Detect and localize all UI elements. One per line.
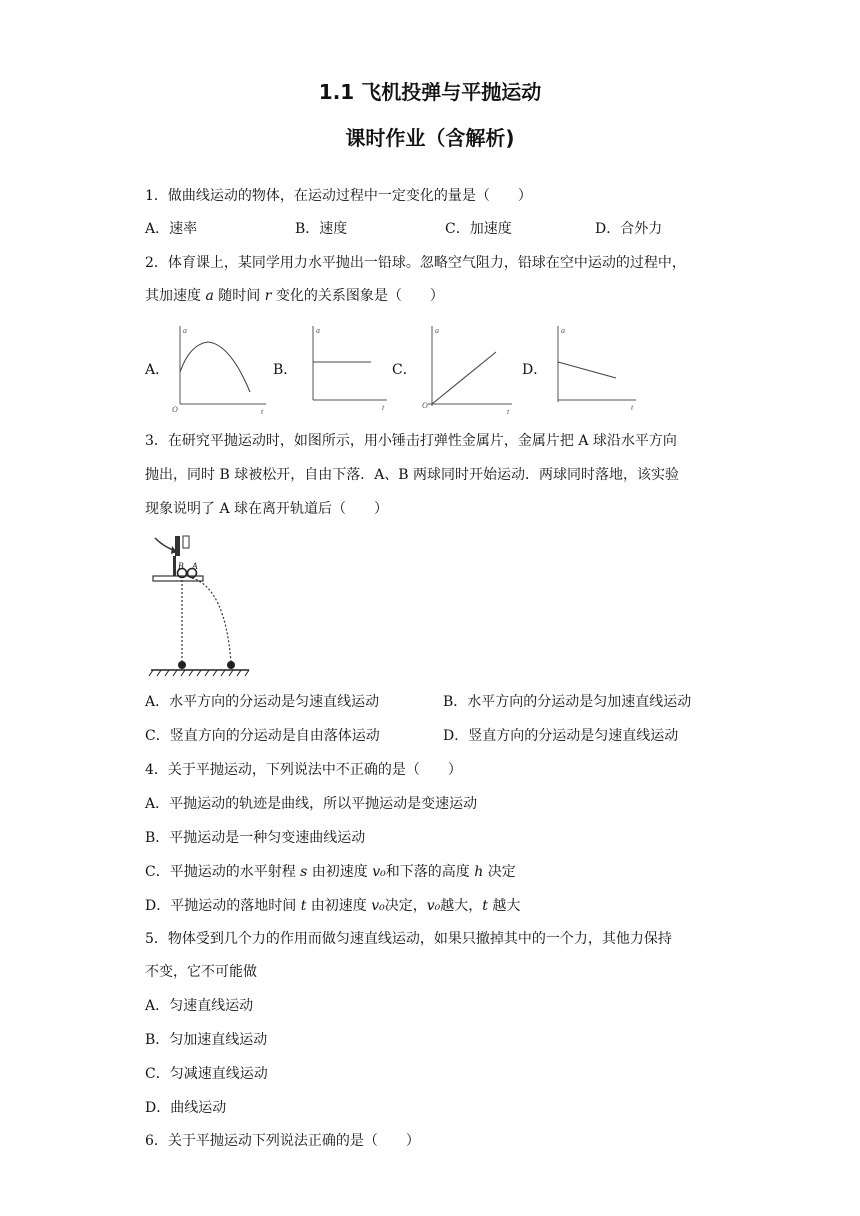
q2-graph-a <box>168 322 272 416</box>
y-axis-label: a <box>435 326 439 335</box>
q5-stem-line2: 不变，它不可能做 <box>145 964 257 980</box>
origin-label: O <box>172 405 178 414</box>
document-title: 1.1 飞机投弹与平抛运动 <box>318 80 542 104</box>
q4-option-d: D．平抛运动的落地时间 t 由初速度 v₀决定，v₀越大，t 越大 <box>145 898 521 914</box>
graph-a-curve <box>180 342 250 392</box>
q1-stem: 1．做曲线运动的物体，在运动过程中一定变化的量是（ ） <box>145 188 532 204</box>
q4-stem: 4．关于平抛运动，下列说法中不正确的是（ ） <box>145 762 462 778</box>
q3-option-a: A．水平方向的分运动是匀速直线运动 <box>145 694 380 710</box>
x-axis-label: t <box>507 407 510 416</box>
x-axis-label: t <box>631 403 634 412</box>
q2-graph-label-a: A． <box>145 362 170 378</box>
x-axis-label: t <box>382 403 385 412</box>
q4-option-c: C．平抛运动的水平射程 s 由初速度 v₀和下落的高度 h 决定 <box>145 864 516 880</box>
q2-graph-d <box>548 322 642 416</box>
graph-d-line <box>558 362 616 378</box>
q2-graph-label-c: C． <box>392 362 417 378</box>
hammer-arm <box>155 538 173 550</box>
q6-stem: 6．关于平抛运动下列说法正确的是（ ） <box>145 1133 420 1149</box>
q2-graph-label-b: B． <box>273 362 298 378</box>
q3-stem-line1: 3．在研究平抛运动时，如图所示，用小锤击打弹性金属片，金属片把 A 球沿水平方向 <box>145 433 677 449</box>
ball-a-label: A <box>192 561 198 571</box>
q3-experiment-figure <box>145 530 255 682</box>
q1-option-d: D．合外力 <box>595 221 663 237</box>
q4-option-a: A．平抛运动的轨迹是曲线，所以平抛运动是变速运动 <box>145 796 478 812</box>
q3-stem-line2: 抛出，同时 B 球被松开，自由下落．A、B 两球同时开始运动．两球同时落地，该实验 <box>145 467 680 483</box>
q5-option-b: B．匀加速直线运动 <box>145 1032 268 1048</box>
hammer-icon <box>175 536 180 556</box>
ball-b-label: B <box>178 561 184 571</box>
q1-option-c: C．加速度 <box>445 221 512 237</box>
q5-option-a: A．匀速直线运动 <box>145 998 254 1014</box>
q2-graph-b <box>303 322 393 416</box>
q3-option-c: C．竖直方向的分运动是自由落体运动 <box>145 728 380 744</box>
q3-option-b: B．水平方向的分运动是匀加速直线运动 <box>443 694 692 710</box>
document-subtitle: 课时作业（含解析) <box>345 126 515 150</box>
q5-stem-line1: 5．物体受到几个力的作用而做匀速直线运动，如果只撤掉其中的一个力，其他力保持 <box>145 931 672 947</box>
q3-option-d: D．竖直方向的分运动是匀速直线运动 <box>443 728 679 744</box>
stand-post <box>173 556 176 576</box>
ball-a-landed <box>227 661 235 669</box>
origin-label: O <box>422 401 428 410</box>
y-axis-label: a <box>183 326 187 335</box>
y-axis-label: a <box>561 326 565 335</box>
y-axis-label: a <box>316 326 320 335</box>
ball-b-landed <box>178 661 186 669</box>
x-axis-label: t <box>261 407 264 416</box>
q1-option-b: B．速度 <box>295 221 348 237</box>
q2-graph-label-d: D． <box>522 362 548 378</box>
q5-option-d: D．曲线运动 <box>145 1100 227 1116</box>
q5-option-c: C．匀减速直线运动 <box>145 1066 268 1082</box>
q2-stem-line2: 其加速度 a 随时间 r 变化的关系图象是（ ） <box>145 288 444 304</box>
q2-stem-line1: 2．体育课上，某同学用力水平抛出一铅球。忽略空气阻力，铅球在空中运动的过程中， <box>145 255 686 271</box>
q2-graph-c <box>420 322 518 416</box>
elastic-plate <box>183 536 189 548</box>
q3-stem-line3: 现象说明了 A 球在离开轨道后（ ） <box>145 501 389 517</box>
graph-c-line <box>432 352 496 404</box>
ground-hatch <box>149 670 249 676</box>
ball-a-path <box>192 578 231 662</box>
q1-option-a: A．速率 <box>145 221 198 237</box>
q4-option-b: B．平抛运动是一种匀变速曲线运动 <box>145 830 366 846</box>
